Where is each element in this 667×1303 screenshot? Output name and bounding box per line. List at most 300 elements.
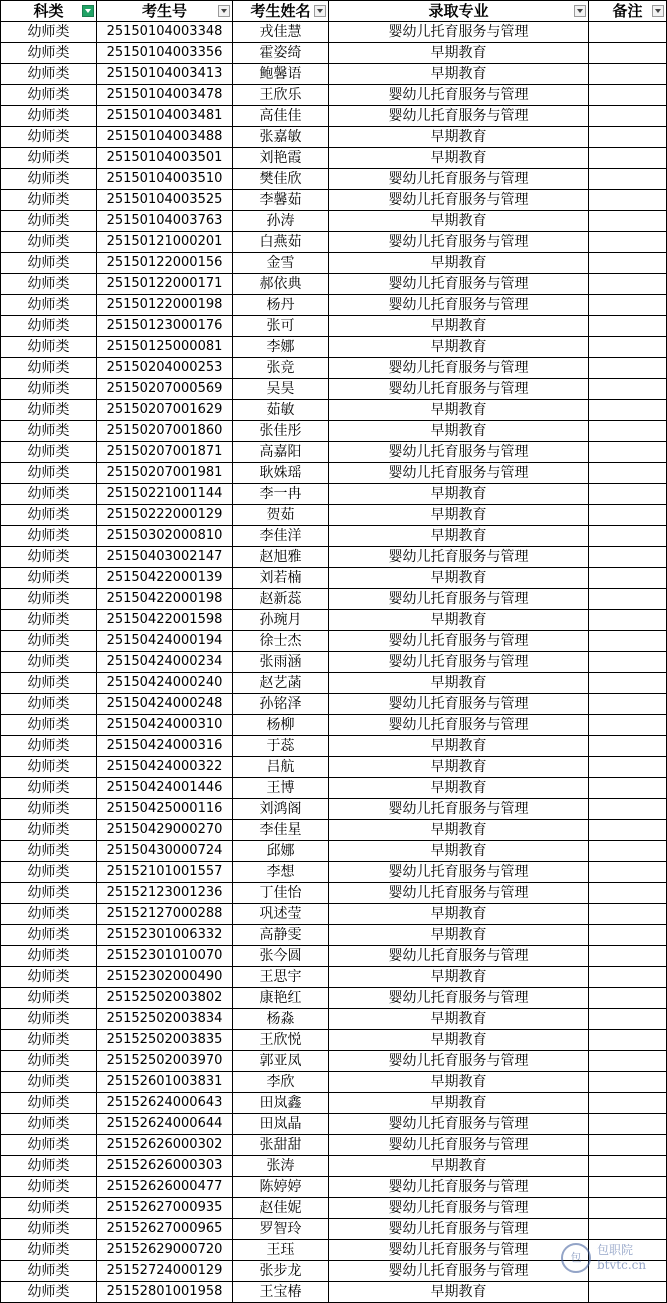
cell-category[interactable]: 幼师类 [1, 442, 97, 463]
cell-exam-no[interactable]: 25152502003970 [97, 1051, 233, 1072]
cell-category[interactable]: 幼师类 [1, 106, 97, 127]
cell-name[interactable]: 李想 [233, 862, 329, 883]
cell-note[interactable] [589, 337, 667, 358]
cell-note[interactable] [589, 736, 667, 757]
cell-major[interactable]: 早期教育 [329, 610, 589, 631]
cell-exam-no[interactable]: 25150122000198 [97, 295, 233, 316]
cell-major[interactable]: 早期教育 [329, 505, 589, 526]
cell-exam-no[interactable]: 25150207001871 [97, 442, 233, 463]
cell-category[interactable]: 幼师类 [1, 988, 97, 1009]
cell-category[interactable]: 幼师类 [1, 1177, 97, 1198]
cell-category[interactable]: 幼师类 [1, 778, 97, 799]
cell-name[interactable]: 邱娜 [233, 841, 329, 862]
cell-exam-no[interactable]: 25150424000316 [97, 736, 233, 757]
cell-category[interactable]: 幼师类 [1, 190, 97, 211]
cell-note[interactable] [589, 442, 667, 463]
cell-name[interactable]: 刘鸿阁 [233, 799, 329, 820]
cell-name[interactable]: 徐士杰 [233, 631, 329, 652]
cell-category[interactable]: 幼师类 [1, 127, 97, 148]
cell-note[interactable] [589, 1198, 667, 1219]
cell-note[interactable] [589, 589, 667, 610]
cell-note[interactable] [589, 925, 667, 946]
cell-note[interactable] [589, 43, 667, 64]
cell-note[interactable] [589, 841, 667, 862]
cell-name[interactable]: 张佳彤 [233, 421, 329, 442]
cell-category[interactable]: 幼师类 [1, 316, 97, 337]
cell-exam-no[interactable]: 25150222000129 [97, 505, 233, 526]
cell-note[interactable] [589, 106, 667, 127]
cell-exam-no[interactable]: 25150122000156 [97, 253, 233, 274]
cell-name[interactable]: 田岚晶 [233, 1114, 329, 1135]
cell-note[interactable] [589, 85, 667, 106]
cell-category[interactable]: 幼师类 [1, 1198, 97, 1219]
cell-major[interactable]: 早期教育 [329, 1072, 589, 1093]
cell-exam-no[interactable]: 25152724000129 [97, 1261, 233, 1282]
cell-name[interactable]: 赵旭雅 [233, 547, 329, 568]
cell-note[interactable] [589, 799, 667, 820]
cell-major[interactable]: 婴幼儿托育服务与管理 [329, 1177, 589, 1198]
cell-category[interactable]: 幼师类 [1, 652, 97, 673]
cell-exam-no[interactable]: 25150104003413 [97, 64, 233, 85]
cell-name[interactable]: 赵新蕊 [233, 589, 329, 610]
cell-note[interactable] [589, 988, 667, 1009]
cell-category[interactable]: 幼师类 [1, 274, 97, 295]
cell-name[interactable]: 李一冉 [233, 484, 329, 505]
cell-note[interactable] [589, 778, 667, 799]
cell-category[interactable]: 幼师类 [1, 211, 97, 232]
cell-major[interactable]: 早期教育 [329, 484, 589, 505]
cell-exam-no[interactable]: 25150429000270 [97, 820, 233, 841]
cell-category[interactable]: 幼师类 [1, 946, 97, 967]
cell-note[interactable] [589, 526, 667, 547]
cell-exam-no[interactable]: 25150207001981 [97, 463, 233, 484]
cell-note[interactable] [589, 1030, 667, 1051]
cell-category[interactable]: 幼师类 [1, 904, 97, 925]
cell-name[interactable]: 王宝椿 [233, 1282, 329, 1303]
cell-major[interactable]: 早期教育 [329, 211, 589, 232]
cell-major[interactable]: 婴幼儿托育服务与管理 [329, 694, 589, 715]
cell-major[interactable]: 早期教育 [329, 421, 589, 442]
cell-name[interactable]: 李佳星 [233, 820, 329, 841]
filter-dropdown-icon[interactable] [218, 5, 230, 17]
cell-category[interactable]: 幼师类 [1, 379, 97, 400]
cell-name[interactable]: 戎佳慧 [233, 22, 329, 43]
cell-note[interactable] [589, 1093, 667, 1114]
cell-exam-no[interactable]: 25150104003478 [97, 85, 233, 106]
cell-major[interactable]: 婴幼儿托育服务与管理 [329, 169, 589, 190]
cell-note[interactable] [589, 22, 667, 43]
cell-major[interactable]: 婴幼儿托育服务与管理 [329, 988, 589, 1009]
cell-category[interactable]: 幼师类 [1, 1240, 97, 1261]
cell-name[interactable]: 孙铭泽 [233, 694, 329, 715]
cell-name[interactable]: 罗智玲 [233, 1219, 329, 1240]
cell-note[interactable] [589, 211, 667, 232]
cell-note[interactable] [589, 673, 667, 694]
cell-major[interactable]: 早期教育 [329, 1009, 589, 1030]
cell-note[interactable] [589, 1156, 667, 1177]
cell-category[interactable]: 幼师类 [1, 631, 97, 652]
cell-note[interactable] [589, 379, 667, 400]
cell-exam-no[interactable]: 25152624000643 [97, 1093, 233, 1114]
cell-exam-no[interactable]: 25150424000194 [97, 631, 233, 652]
cell-category[interactable]: 幼师类 [1, 736, 97, 757]
cell-exam-no[interactable]: 25150104003525 [97, 190, 233, 211]
cell-major[interactable]: 婴幼儿托育服务与管理 [329, 1114, 589, 1135]
cell-exam-no[interactable]: 25152502003834 [97, 1009, 233, 1030]
cell-category[interactable]: 幼师类 [1, 484, 97, 505]
cell-major[interactable]: 早期教育 [329, 337, 589, 358]
filter-active-icon[interactable] [82, 5, 94, 17]
cell-name[interactable]: 王博 [233, 778, 329, 799]
cell-exam-no[interactable]: 25150424000234 [97, 652, 233, 673]
cell-exam-no[interactable]: 25150104003356 [97, 43, 233, 64]
cell-major[interactable]: 早期教育 [329, 253, 589, 274]
cell-exam-no[interactable]: 25150302000810 [97, 526, 233, 547]
cell-major[interactable]: 早期教育 [329, 967, 589, 988]
cell-exam-no[interactable]: 25150424001446 [97, 778, 233, 799]
cell-major[interactable]: 婴幼儿托育服务与管理 [329, 1261, 589, 1282]
cell-name[interactable]: 耿姝瑶 [233, 463, 329, 484]
cell-major[interactable]: 婴幼儿托育服务与管理 [329, 1051, 589, 1072]
cell-category[interactable]: 幼师类 [1, 1093, 97, 1114]
cell-exam-no[interactable]: 25152301006332 [97, 925, 233, 946]
cell-category[interactable]: 幼师类 [1, 568, 97, 589]
cell-category[interactable]: 幼师类 [1, 589, 97, 610]
cell-category[interactable]: 幼师类 [1, 148, 97, 169]
cell-exam-no[interactable]: 25150207000569 [97, 379, 233, 400]
cell-name[interactable]: 张嘉敏 [233, 127, 329, 148]
cell-exam-no[interactable]: 25150422000139 [97, 568, 233, 589]
cell-exam-no[interactable]: 25150424000248 [97, 694, 233, 715]
cell-major[interactable]: 婴幼儿托育服务与管理 [329, 106, 589, 127]
cell-exam-no[interactable]: 25150122000171 [97, 274, 233, 295]
cell-name[interactable]: 白燕茹 [233, 232, 329, 253]
cell-note[interactable] [589, 505, 667, 526]
cell-category[interactable]: 幼师类 [1, 1219, 97, 1240]
cell-note[interactable] [589, 169, 667, 190]
cell-major[interactable]: 婴幼儿托育服务与管理 [329, 652, 589, 673]
cell-note[interactable] [589, 631, 667, 652]
cell-name[interactable]: 李欣 [233, 1072, 329, 1093]
cell-note[interactable] [589, 652, 667, 673]
cell-name[interactable]: 郭亚凤 [233, 1051, 329, 1072]
cell-name[interactable]: 王欣悦 [233, 1030, 329, 1051]
cell-major[interactable]: 婴幼儿托育服务与管理 [329, 274, 589, 295]
cell-name[interactable]: 巩述莹 [233, 904, 329, 925]
cell-name[interactable]: 孙涛 [233, 211, 329, 232]
cell-name[interactable]: 杨淼 [233, 1009, 329, 1030]
cell-category[interactable]: 幼师类 [1, 169, 97, 190]
cell-note[interactable] [589, 946, 667, 967]
cell-major[interactable]: 早期教育 [329, 400, 589, 421]
cell-note[interactable] [589, 463, 667, 484]
cell-name[interactable]: 张甜甜 [233, 1135, 329, 1156]
cell-note[interactable] [589, 820, 667, 841]
cell-note[interactable] [589, 1072, 667, 1093]
cell-name[interactable]: 刘若楠 [233, 568, 329, 589]
cell-note[interactable] [589, 1114, 667, 1135]
cell-category[interactable]: 幼师类 [1, 694, 97, 715]
cell-name[interactable]: 李娜 [233, 337, 329, 358]
cell-major[interactable]: 婴幼儿托育服务与管理 [329, 379, 589, 400]
cell-category[interactable]: 幼师类 [1, 1114, 97, 1135]
cell-note[interactable] [589, 967, 667, 988]
cell-exam-no[interactable]: 25150430000724 [97, 841, 233, 862]
cell-major[interactable]: 婴幼儿托育服务与管理 [329, 715, 589, 736]
cell-name[interactable]: 吕航 [233, 757, 329, 778]
cell-major[interactable]: 婴幼儿托育服务与管理 [329, 442, 589, 463]
cell-category[interactable]: 幼师类 [1, 22, 97, 43]
cell-major[interactable]: 早期教育 [329, 64, 589, 85]
cell-note[interactable] [589, 1177, 667, 1198]
cell-note[interactable] [589, 232, 667, 253]
cell-note[interactable] [589, 358, 667, 379]
cell-note[interactable] [589, 421, 667, 442]
cell-note[interactable] [589, 568, 667, 589]
cell-exam-no[interactable]: 25152601003831 [97, 1072, 233, 1093]
cell-major[interactable]: 婴幼儿托育服务与管理 [329, 589, 589, 610]
cell-category[interactable]: 幼师类 [1, 400, 97, 421]
cell-note[interactable] [589, 274, 667, 295]
cell-exam-no[interactable]: 25152626000303 [97, 1156, 233, 1177]
cell-category[interactable]: 幼师类 [1, 43, 97, 64]
cell-name[interactable]: 樊佳欣 [233, 169, 329, 190]
cell-name[interactable]: 高静雯 [233, 925, 329, 946]
cell-major[interactable]: 早期教育 [329, 526, 589, 547]
cell-name[interactable]: 于蕊 [233, 736, 329, 757]
cell-major[interactable]: 婴幼儿托育服务与管理 [329, 631, 589, 652]
cell-name[interactable]: 赵佳妮 [233, 1198, 329, 1219]
cell-exam-no[interactable]: 25150221001144 [97, 484, 233, 505]
cell-note[interactable] [589, 610, 667, 631]
cell-name[interactable]: 杨柳 [233, 715, 329, 736]
cell-name[interactable]: 贺茹 [233, 505, 329, 526]
cell-category[interactable]: 幼师类 [1, 1282, 97, 1303]
cell-exam-no[interactable]: 25150424000240 [97, 673, 233, 694]
cell-name[interactable]: 李佳洋 [233, 526, 329, 547]
cell-exam-no[interactable]: 25152502003802 [97, 988, 233, 1009]
cell-exam-no[interactable]: 25150204000253 [97, 358, 233, 379]
cell-exam-no[interactable]: 25150104003481 [97, 106, 233, 127]
cell-exam-no[interactable]: 25150403002147 [97, 547, 233, 568]
cell-major[interactable]: 早期教育 [329, 1282, 589, 1303]
cell-category[interactable]: 幼师类 [1, 967, 97, 988]
cell-major[interactable]: 早期教育 [329, 1156, 589, 1177]
cell-major[interactable]: 婴幼儿托育服务与管理 [329, 232, 589, 253]
cell-category[interactable]: 幼师类 [1, 1009, 97, 1030]
cell-note[interactable] [589, 148, 667, 169]
cell-major[interactable]: 婴幼儿托育服务与管理 [329, 1240, 589, 1261]
cell-exam-no[interactable]: 25152101001557 [97, 862, 233, 883]
cell-exam-no[interactable]: 25150123000176 [97, 316, 233, 337]
cell-note[interactable] [589, 904, 667, 925]
cell-major[interactable]: 婴幼儿托育服务与管理 [329, 946, 589, 967]
cell-major[interactable]: 早期教育 [329, 904, 589, 925]
cell-category[interactable]: 幼师类 [1, 463, 97, 484]
cell-exam-no[interactable]: 25152127000288 [97, 904, 233, 925]
cell-category[interactable]: 幼师类 [1, 253, 97, 274]
cell-major[interactable]: 早期教育 [329, 778, 589, 799]
cell-note[interactable] [589, 547, 667, 568]
cell-note[interactable] [589, 400, 667, 421]
cell-major[interactable]: 早期教育 [329, 148, 589, 169]
cell-category[interactable]: 幼师类 [1, 883, 97, 904]
cell-note[interactable] [589, 316, 667, 337]
cell-note[interactable] [589, 64, 667, 85]
cell-exam-no[interactable]: 25150422001598 [97, 610, 233, 631]
cell-exam-no[interactable]: 25152301010070 [97, 946, 233, 967]
cell-category[interactable]: 幼师类 [1, 421, 97, 442]
cell-name[interactable]: 张涛 [233, 1156, 329, 1177]
cell-exam-no[interactable]: 25152626000477 [97, 1177, 233, 1198]
cell-major[interactable]: 婴幼儿托育服务与管理 [329, 1219, 589, 1240]
cell-exam-no[interactable]: 25150422000198 [97, 589, 233, 610]
cell-exam-no[interactable]: 25152627000965 [97, 1219, 233, 1240]
cell-note[interactable] [589, 862, 667, 883]
cell-name[interactable]: 鲍馨语 [233, 64, 329, 85]
cell-name[interactable]: 张竞 [233, 358, 329, 379]
cell-major[interactable]: 婴幼儿托育服务与管理 [329, 547, 589, 568]
cell-note[interactable] [589, 694, 667, 715]
filter-dropdown-icon[interactable] [574, 5, 586, 17]
cell-name[interactable]: 霍姿绮 [233, 43, 329, 64]
cell-name[interactable]: 陈婷婷 [233, 1177, 329, 1198]
cell-name[interactable]: 丁佳怡 [233, 883, 329, 904]
cell-name[interactable]: 田岚鑫 [233, 1093, 329, 1114]
cell-exam-no[interactable]: 25152302000490 [97, 967, 233, 988]
cell-major[interactable]: 早期教育 [329, 736, 589, 757]
cell-major[interactable]: 早期教育 [329, 127, 589, 148]
cell-name[interactable]: 孙琬月 [233, 610, 329, 631]
cell-exam-no[interactable]: 25152629000720 [97, 1240, 233, 1261]
cell-name[interactable]: 王珏 [233, 1240, 329, 1261]
cell-major[interactable]: 早期教育 [329, 43, 589, 64]
cell-exam-no[interactable]: 25152502003835 [97, 1030, 233, 1051]
cell-major[interactable]: 早期教育 [329, 925, 589, 946]
cell-major[interactable]: 早期教育 [329, 841, 589, 862]
cell-major[interactable]: 婴幼儿托育服务与管理 [329, 862, 589, 883]
cell-category[interactable]: 幼师类 [1, 799, 97, 820]
cell-note[interactable] [589, 1135, 667, 1156]
cell-name[interactable]: 刘艳霞 [233, 148, 329, 169]
cell-category[interactable]: 幼师类 [1, 610, 97, 631]
cell-major[interactable]: 早期教育 [329, 757, 589, 778]
cell-exam-no[interactable]: 25150424000322 [97, 757, 233, 778]
cell-note[interactable] [589, 757, 667, 778]
cell-major[interactable]: 婴幼儿托育服务与管理 [329, 883, 589, 904]
cell-name[interactable]: 赵艺菡 [233, 673, 329, 694]
cell-exam-no[interactable]: 25152626000302 [97, 1135, 233, 1156]
cell-exam-no[interactable]: 25152627000935 [97, 1198, 233, 1219]
cell-exam-no[interactable]: 25152801001958 [97, 1282, 233, 1303]
cell-category[interactable]: 幼师类 [1, 1135, 97, 1156]
cell-note[interactable] [589, 484, 667, 505]
cell-major[interactable]: 早期教育 [329, 820, 589, 841]
cell-category[interactable]: 幼师类 [1, 820, 97, 841]
cell-exam-no[interactable]: 25152123001236 [97, 883, 233, 904]
cell-category[interactable]: 幼师类 [1, 505, 97, 526]
cell-major[interactable]: 婴幼儿托育服务与管理 [329, 1198, 589, 1219]
cell-note[interactable] [589, 1051, 667, 1072]
cell-exam-no[interactable]: 25150207001629 [97, 400, 233, 421]
cell-major[interactable]: 婴幼儿托育服务与管理 [329, 358, 589, 379]
cell-category[interactable]: 幼师类 [1, 925, 97, 946]
cell-exam-no[interactable]: 25150104003501 [97, 148, 233, 169]
cell-exam-no[interactable]: 25150104003763 [97, 211, 233, 232]
cell-name[interactable]: 高佳佳 [233, 106, 329, 127]
cell-note[interactable] [589, 1219, 667, 1240]
cell-category[interactable]: 幼师类 [1, 757, 97, 778]
cell-note[interactable] [589, 715, 667, 736]
cell-exam-no[interactable]: 25150424000310 [97, 715, 233, 736]
cell-category[interactable]: 幼师类 [1, 1051, 97, 1072]
cell-major[interactable]: 婴幼儿托育服务与管理 [329, 1135, 589, 1156]
cell-category[interactable]: 幼师类 [1, 1261, 97, 1282]
cell-name[interactable]: 高嘉阳 [233, 442, 329, 463]
cell-exam-no[interactable]: 25150125000081 [97, 337, 233, 358]
cell-name[interactable]: 张步龙 [233, 1261, 329, 1282]
cell-note[interactable] [589, 1282, 667, 1303]
cell-name[interactable]: 杨丹 [233, 295, 329, 316]
cell-name[interactable]: 张可 [233, 316, 329, 337]
cell-name[interactable]: 李馨茹 [233, 190, 329, 211]
filter-dropdown-icon[interactable] [314, 5, 326, 17]
cell-note[interactable] [589, 127, 667, 148]
cell-name[interactable]: 张今圆 [233, 946, 329, 967]
cell-category[interactable]: 幼师类 [1, 841, 97, 862]
cell-name[interactable]: 茹敏 [233, 400, 329, 421]
filter-dropdown-icon[interactable] [652, 5, 664, 17]
cell-major[interactable]: 早期教育 [329, 568, 589, 589]
cell-major[interactable]: 早期教育 [329, 673, 589, 694]
cell-category[interactable]: 幼师类 [1, 64, 97, 85]
cell-category[interactable]: 幼师类 [1, 862, 97, 883]
cell-major[interactable]: 婴幼儿托育服务与管理 [329, 799, 589, 820]
cell-major[interactable]: 早期教育 [329, 1030, 589, 1051]
cell-note[interactable] [589, 295, 667, 316]
cell-note[interactable] [589, 1009, 667, 1030]
cell-note[interactable] [589, 883, 667, 904]
cell-category[interactable]: 幼师类 [1, 85, 97, 106]
cell-category[interactable]: 幼师类 [1, 673, 97, 694]
cell-name[interactable]: 王思宇 [233, 967, 329, 988]
cell-major[interactable]: 婴幼儿托育服务与管理 [329, 463, 589, 484]
cell-major[interactable]: 婴幼儿托育服务与管理 [329, 22, 589, 43]
cell-name[interactable]: 吴昊 [233, 379, 329, 400]
cell-exam-no[interactable]: 25150425000116 [97, 799, 233, 820]
cell-name[interactable]: 康艳红 [233, 988, 329, 1009]
cell-category[interactable]: 幼师类 [1, 358, 97, 379]
cell-exam-no[interactable]: 25150104003348 [97, 22, 233, 43]
cell-major[interactable]: 婴幼儿托育服务与管理 [329, 85, 589, 106]
cell-exam-no[interactable]: 25152624000644 [97, 1114, 233, 1135]
cell-major[interactable]: 早期教育 [329, 316, 589, 337]
cell-name[interactable]: 金雪 [233, 253, 329, 274]
cell-category[interactable]: 幼师类 [1, 526, 97, 547]
cell-note[interactable] [589, 253, 667, 274]
cell-name[interactable]: 王欣乐 [233, 85, 329, 106]
cell-exam-no[interactable]: 25150121000201 [97, 232, 233, 253]
cell-major[interactable]: 早期教育 [329, 1093, 589, 1114]
cell-category[interactable]: 幼师类 [1, 547, 97, 568]
cell-category[interactable]: 幼师类 [1, 1030, 97, 1051]
cell-exam-no[interactable]: 25150207001860 [97, 421, 233, 442]
cell-name[interactable]: 张雨涵 [233, 652, 329, 673]
cell-category[interactable]: 幼师类 [1, 1072, 97, 1093]
cell-category[interactable]: 幼师类 [1, 1156, 97, 1177]
cell-note[interactable] [589, 190, 667, 211]
cell-major[interactable]: 婴幼儿托育服务与管理 [329, 190, 589, 211]
